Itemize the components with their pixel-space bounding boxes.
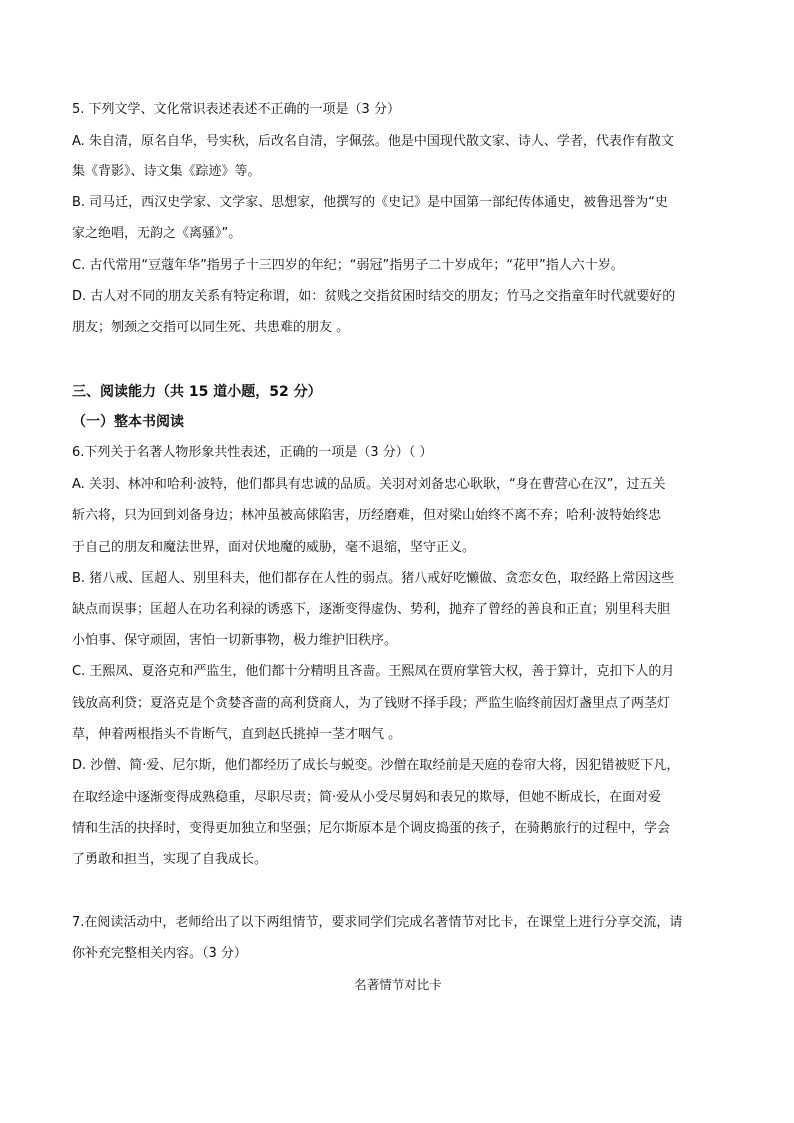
q5-option-c: C. 古代常用“豆蔻年华”指男子十三四岁的年纪；“弱冠”指男子二十岁成年；“花甲”指人六十岁。 [72,258,624,273]
q5-option-a-line2: 集《背影》、诗文集《踪迹》等。 [72,164,261,179]
q5-option-b-line1: B. 司马迁，西汉史学家、文学家、思想家，他撰写的《史记》是中国第一部纪传体通史，被鲁迅誉为“史 [72,195,668,210]
q5-option-d-line1: D. 古人对不同的朋友关系有特定称谓，如：贫贱之交指贫困时结交的朋友；竹马之交指童年时代就要好的 [72,289,676,304]
q6-option-c-line2: 钱放高利贷；夏洛克是个贪婪吝啬的高利贷商人，为了钱财不择手段；严监生临终前因灯盏里点了两茎灯 [72,696,671,711]
q6-stem: 6.下列关于名著人物形象共性表述，正确的一项是（3 分）（ ） [72,445,433,460]
q6-option-d-line3: 情和生活的抉择时，变得更加独立和坚强；尼尔斯原本是个调皮捣蛋的孩子，在骑鹅旅行的过程中，学会 [72,821,671,836]
comparison-card-title: 名著情节对比卡 [354,977,442,992]
q6-option-b-line3: 小怕事、保守顽固，害怕一切新事物，极力维护旧秩序。 [72,633,398,648]
q7-stem-line1: 7.在阅读活动中，老师给出了以下两组情节，要求同学们完成名著情节对比卡，在课堂上进行分享交流，请 [72,915,683,930]
q6-option-c-line1: C. 王熙凤、夏洛克和严监生，他们都十分精明且吝啬。王熙凤在贾府掌管大权，善于算计，克扣下人的月 [72,664,675,679]
q5-stem: 5. 下列文学、文化常识表述表述不正确的一项是（3 分） [72,102,400,117]
section-title: 三、阅读能力（共 15 道小题，52 分） [72,384,322,400]
q6-option-a-line1: A. 关羽、林冲和哈利·波特，他们都具有忠诚的品质。关羽对刘备忠心耿耿，“身在曹营心在汉”，过五关 [72,477,666,492]
q6-option-d-line1: D. 沙僧、简·爱、尼尔斯，他们都经历了成长与蜕变。沙僧在取经前是天庭的卷帘大将，因犯错被贬下凡， [72,758,680,773]
q6-option-d-line4: 了勇敢和担当，实现了自我成长。 [72,852,268,867]
q6-option-a-line3: 于自己的朋友和魔法世界，面对伏地魔的威胁，毫不退缩，坚守正义。 [72,540,476,555]
q6-option-c-line3: 草，伸着两根指头不肯断气，直到赵氏挑掉一茎才咽气 。 [72,727,402,742]
q5-option-b-line2: 家之绝唱，无韵之《离骚》”。 [72,226,242,241]
q6-option-d-line2: 在取经途中逐渐变得成熟稳重，尽职尽责；简·爱从小受尽舅妈和表兄的欺辱，但她不断成长，在面对爱 [72,790,662,805]
q7-stem-line2: 你补充完整相关内容。（3 分） [72,946,247,961]
q6-option-b-line2: 缺点而误事；匡超人在功名利禄的诱惑下，逐渐变得虚伪、势利，抛弃了曾经的善良和正直；别里科夫胆 [72,602,671,617]
q6-option-a-line2: 斩六将，只为回到刘备身边；林冲虽被高俅陷害，历经磨难，但对梁山始终不离不弃；哈利·波特始终忠 [72,508,662,523]
q5-option-a-line1: A. 朱自清，原名自华，号实秋，后改名自清，字佩弦。他是中国现代散文家、诗人、学者，代表作有散文 [72,134,674,149]
subsection-title: （一）整本书阅读 [72,414,184,430]
q6-option-b-line1: B. 猪八戒、匡超人、别里科夫，他们都存在人性的弱点。猪八戒好吃懒做、贪恋女色，取经路上常因这些 [72,571,675,586]
q5-option-d-line2: 朋友；刎颈之交指可以同生死、共患难的朋友 。 [72,320,350,335]
